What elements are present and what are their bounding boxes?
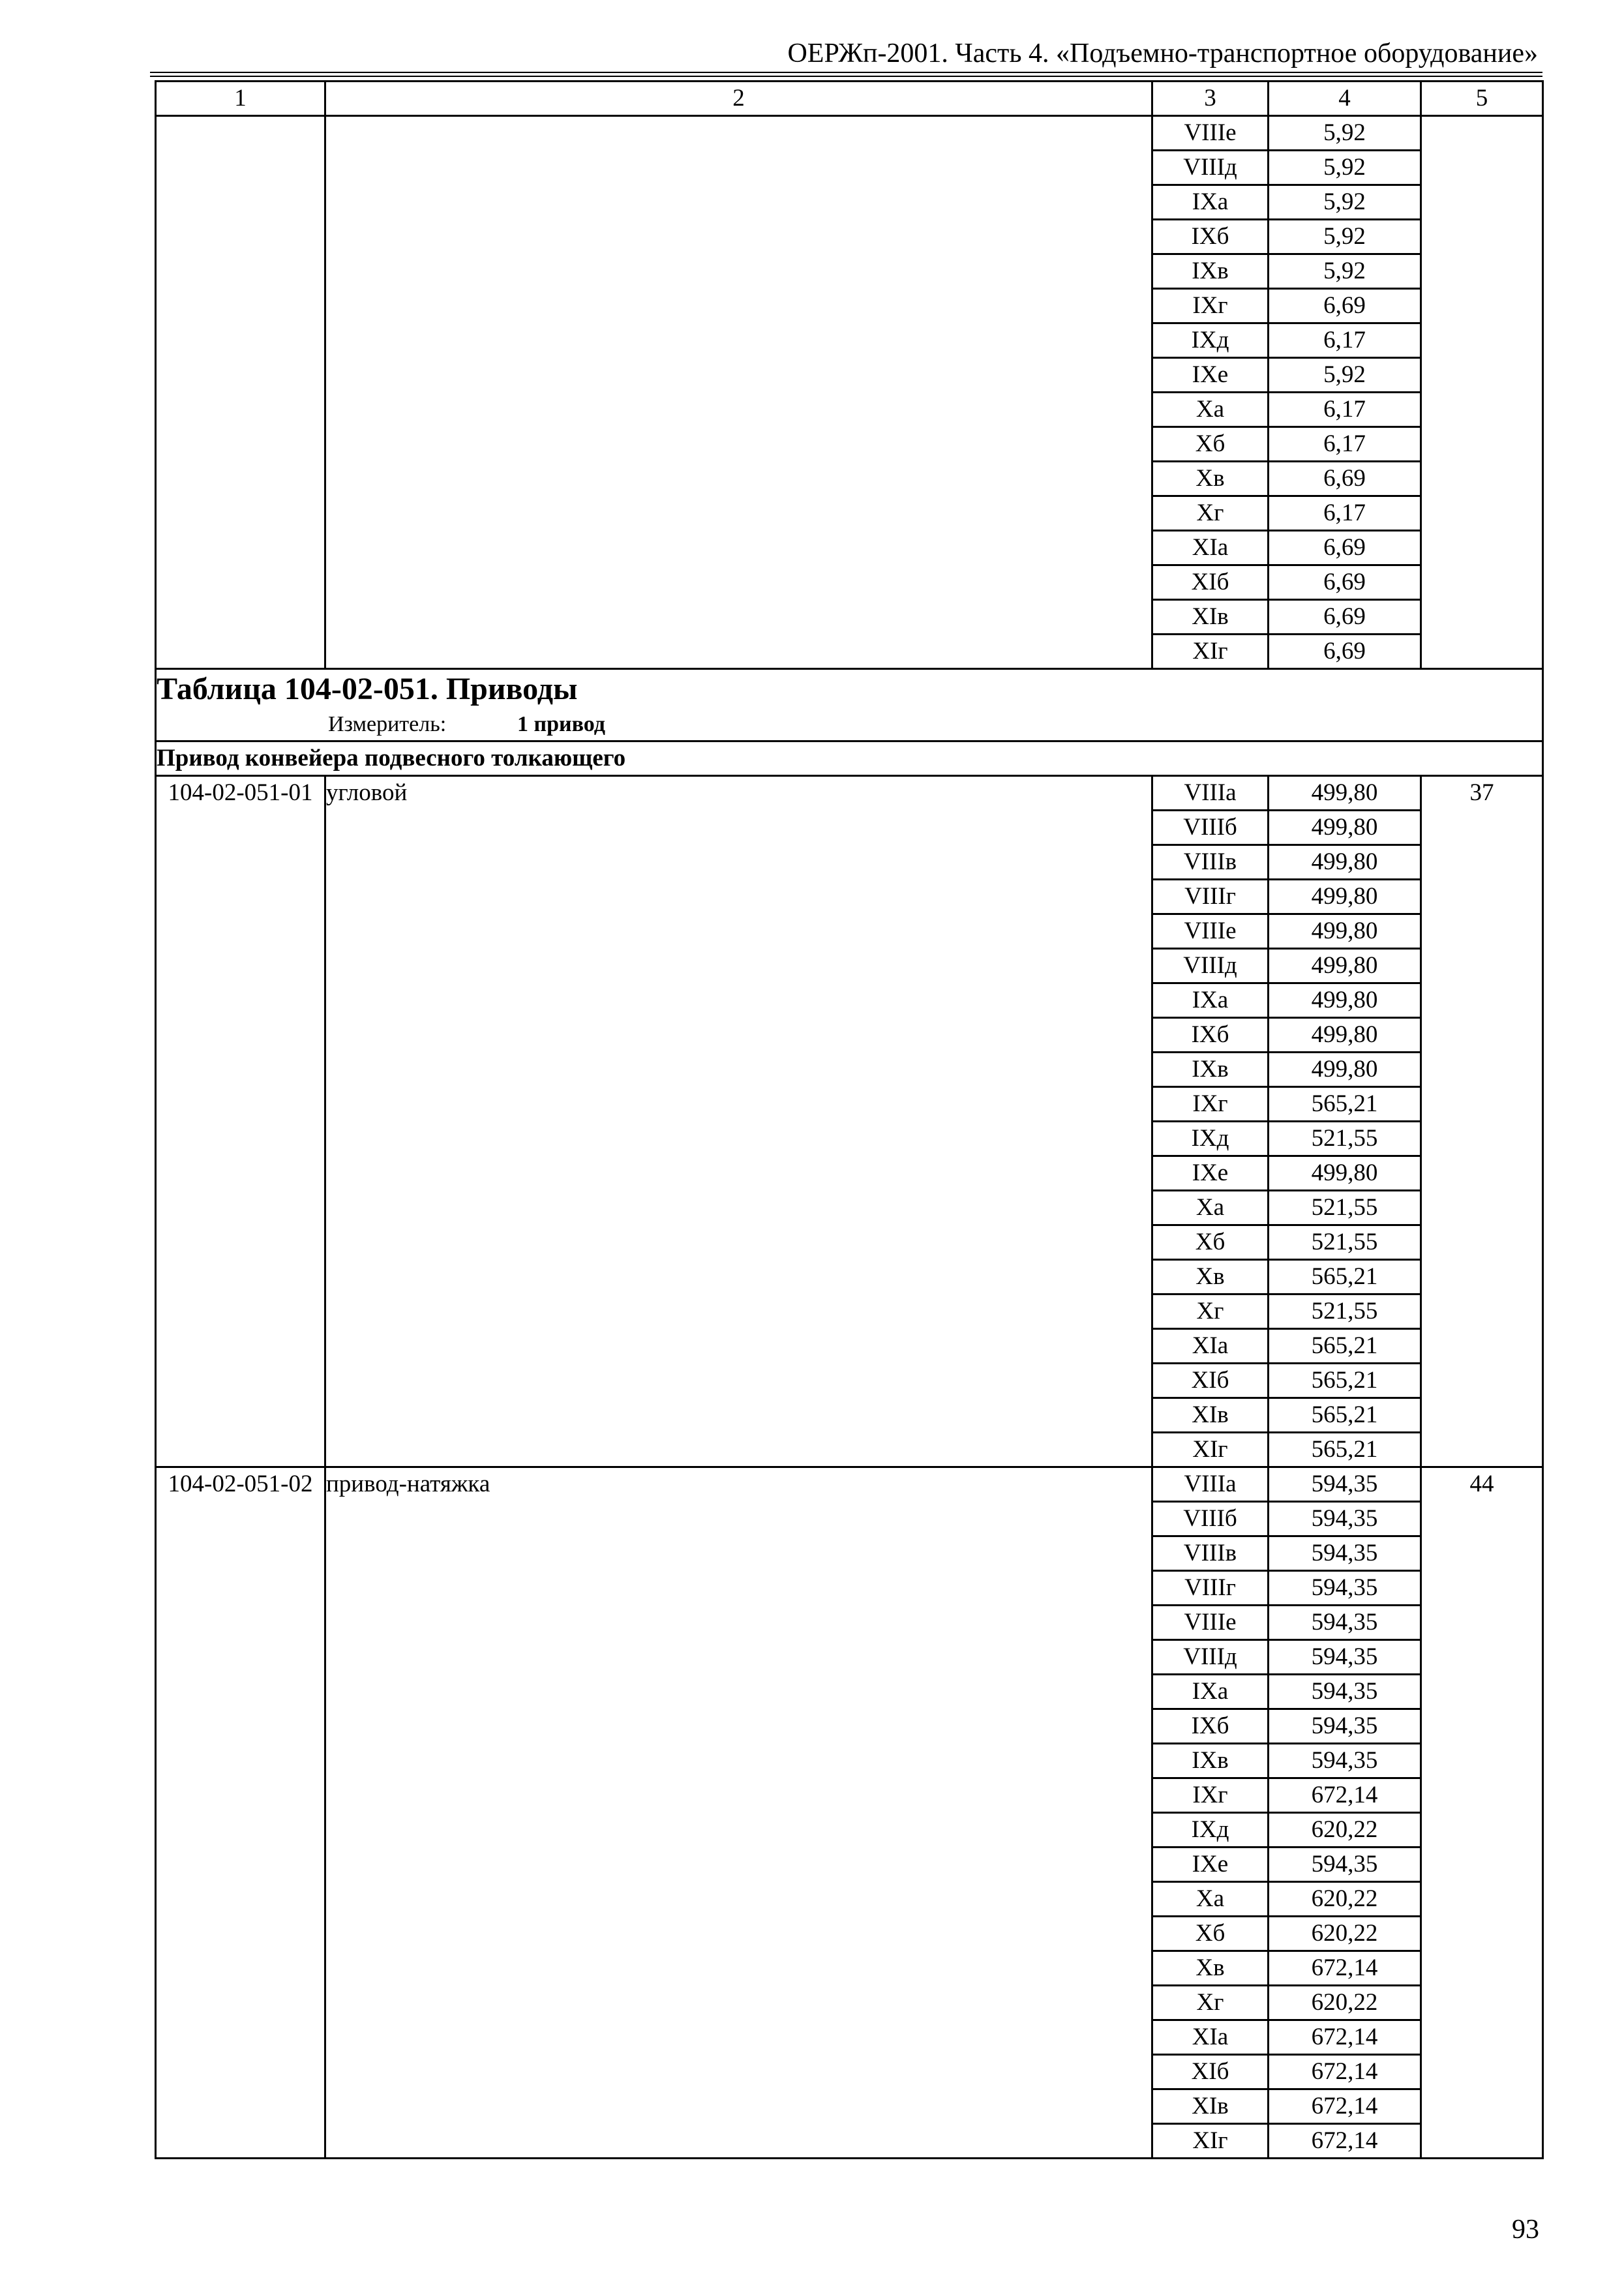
value-cell: 6,17 bbox=[1269, 323, 1421, 358]
region-cell: IXe bbox=[1152, 1156, 1269, 1191]
column-number-row bbox=[156, 82, 1543, 116]
value-cell: 6,69 bbox=[1269, 289, 1421, 323]
region-cell: Xв bbox=[1152, 462, 1269, 496]
value-cell: 521,55 bbox=[1269, 1191, 1421, 1225]
value-cell: 594,35 bbox=[1269, 1848, 1421, 1882]
region-cell: IXб bbox=[1152, 220, 1269, 254]
value-cell: 672,14 bbox=[1269, 2020, 1421, 2055]
value-cell: 620,22 bbox=[1269, 1986, 1421, 2020]
region-cell: Xг bbox=[1152, 1986, 1269, 2020]
region-cell: IXб bbox=[1152, 1709, 1269, 1744]
document-header: ОЕРЖп-2001. Часть 4. «Подъемно-транспортное оборудование» bbox=[787, 38, 1538, 68]
value-cell: 672,14 bbox=[1269, 1951, 1421, 1986]
value-cell: 499,80 bbox=[1269, 914, 1421, 949]
value-cell: 594,35 bbox=[1269, 1502, 1421, 1536]
region-cell: VIIIг bbox=[1152, 880, 1269, 914]
item-name: привод-натяжка bbox=[325, 1467, 1152, 2159]
value-cell: 594,35 bbox=[1269, 1571, 1421, 1606]
region-cell: Xг bbox=[1152, 1294, 1269, 1329]
value-cell: 565,21 bbox=[1269, 1260, 1421, 1294]
region-cell: IXг bbox=[1152, 1087, 1269, 1122]
value-cell: 5,92 bbox=[1269, 185, 1421, 220]
region-cell: XIг bbox=[1152, 2124, 1269, 2159]
region-cell: Xг bbox=[1152, 496, 1269, 531]
value-cell: 672,14 bbox=[1269, 2055, 1421, 2089]
region-cell: IXe bbox=[1152, 358, 1269, 393]
table-row bbox=[156, 116, 1543, 151]
section-title: Привод конвейера подвесного толкающего bbox=[156, 741, 1543, 776]
value-cell: 594,35 bbox=[1269, 1744, 1421, 1778]
region-cell: XIб bbox=[1152, 565, 1269, 600]
region-cell: IXб bbox=[1152, 1018, 1269, 1053]
region-cell: VIIIг bbox=[1152, 1571, 1269, 1606]
column-number: 5 bbox=[1421, 82, 1543, 116]
value-cell: 521,55 bbox=[1269, 1294, 1421, 1329]
table-row bbox=[156, 1467, 1543, 1502]
value-cell: 594,35 bbox=[1269, 1467, 1421, 1502]
region-cell: IXe bbox=[1152, 1848, 1269, 1882]
value-cell: 6,69 bbox=[1269, 600, 1421, 635]
code-cell bbox=[156, 116, 325, 669]
header-rule-double bbox=[150, 76, 1542, 77]
item-mass: 37 bbox=[1421, 776, 1543, 1467]
region-cell: VIIIe bbox=[1152, 914, 1269, 949]
region-cell: Xa bbox=[1152, 1882, 1269, 1917]
region-cell: Xa bbox=[1152, 1191, 1269, 1225]
region-cell: VIIIб bbox=[1152, 1502, 1269, 1536]
value-cell: 521,55 bbox=[1269, 1122, 1421, 1156]
price-table-body bbox=[156, 82, 1543, 2159]
value-cell: 6,69 bbox=[1269, 635, 1421, 669]
value-cell: 672,14 bbox=[1269, 2124, 1421, 2159]
column-number: 4 bbox=[1269, 82, 1421, 116]
value-cell: 5,92 bbox=[1269, 254, 1421, 289]
region-cell: Xa bbox=[1152, 393, 1269, 427]
value-cell: 499,80 bbox=[1269, 776, 1421, 811]
region-cell: VIIIд bbox=[1152, 151, 1269, 185]
value-cell: 565,21 bbox=[1269, 1329, 1421, 1364]
region-cell: IXa bbox=[1152, 983, 1269, 1018]
value-cell: 499,80 bbox=[1269, 811, 1421, 845]
value-cell: 565,21 bbox=[1269, 1398, 1421, 1433]
region-cell: VIIIa bbox=[1152, 776, 1269, 811]
item-code: 104-02-051-02 bbox=[156, 1467, 325, 2159]
region-cell: IXд bbox=[1152, 323, 1269, 358]
region-cell: IXд bbox=[1152, 1813, 1269, 1848]
region-cell: IXв bbox=[1152, 1053, 1269, 1087]
value-cell: 499,80 bbox=[1269, 1156, 1421, 1191]
value-cell: 499,80 bbox=[1269, 1018, 1421, 1053]
value-cell: 594,35 bbox=[1269, 1536, 1421, 1571]
measure-value: 1 привод bbox=[517, 712, 605, 736]
region-cell: XIa bbox=[1152, 531, 1269, 565]
value-cell: 499,80 bbox=[1269, 845, 1421, 880]
table-row bbox=[156, 776, 1543, 811]
value-cell: 521,55 bbox=[1269, 1225, 1421, 1260]
value-cell: 499,80 bbox=[1269, 880, 1421, 914]
value-cell: 499,80 bbox=[1269, 1053, 1421, 1087]
value-cell: 5,92 bbox=[1269, 116, 1421, 151]
item-code: 104-02-051-01 bbox=[156, 776, 325, 1467]
table-title-cell bbox=[156, 669, 1543, 741]
region-cell: IXв bbox=[1152, 1744, 1269, 1778]
region-cell: VIIIв bbox=[1152, 1536, 1269, 1571]
value-cell: 594,35 bbox=[1269, 1606, 1421, 1640]
value-cell: 594,35 bbox=[1269, 1709, 1421, 1744]
value-cell: 6,17 bbox=[1269, 427, 1421, 462]
region-cell: XIб bbox=[1152, 1364, 1269, 1398]
region-cell: XIб bbox=[1152, 2055, 1269, 2089]
value-cell: 6,69 bbox=[1269, 565, 1421, 600]
region-cell: VIIIд bbox=[1152, 949, 1269, 983]
region-cell: XIa bbox=[1152, 2020, 1269, 2055]
measure-line bbox=[157, 709, 1542, 740]
price-table bbox=[155, 80, 1544, 2159]
header-rule bbox=[150, 72, 1542, 73]
region-cell: IXв bbox=[1152, 254, 1269, 289]
region-cell: Xв bbox=[1152, 1260, 1269, 1294]
region-cell: VIIIд bbox=[1152, 1640, 1269, 1675]
value-cell: 6,17 bbox=[1269, 393, 1421, 427]
region-cell: VIIIe bbox=[1152, 116, 1269, 151]
value-cell: 565,21 bbox=[1269, 1364, 1421, 1398]
value-cell: 672,14 bbox=[1269, 1778, 1421, 1813]
value-cell: 594,35 bbox=[1269, 1675, 1421, 1709]
region-cell: IXг bbox=[1152, 289, 1269, 323]
table-title: Таблица 104-02-051. Приводы bbox=[157, 672, 578, 706]
value-cell: 594,35 bbox=[1269, 1640, 1421, 1675]
column-number: 2 bbox=[325, 82, 1152, 116]
value-cell: 5,92 bbox=[1269, 358, 1421, 393]
mass-cell bbox=[1421, 116, 1543, 669]
region-cell: IXд bbox=[1152, 1122, 1269, 1156]
table-title-row bbox=[156, 669, 1543, 741]
region-cell: IXa bbox=[1152, 1675, 1269, 1709]
region-cell: VIIIa bbox=[1152, 1467, 1269, 1502]
value-cell: 6,17 bbox=[1269, 496, 1421, 531]
region-cell: IXг bbox=[1152, 1778, 1269, 1813]
item-name: угловой bbox=[325, 776, 1152, 1467]
value-cell: 620,22 bbox=[1269, 1813, 1421, 1848]
value-cell: 5,92 bbox=[1269, 220, 1421, 254]
region-cell: Xб bbox=[1152, 1917, 1269, 1951]
value-cell: 5,92 bbox=[1269, 151, 1421, 185]
region-cell: Xв bbox=[1152, 1951, 1269, 1986]
measure-label: Измеритель: bbox=[328, 712, 447, 736]
region-cell: Xб bbox=[1152, 427, 1269, 462]
value-cell: 565,21 bbox=[1269, 1433, 1421, 1467]
region-cell: Xб bbox=[1152, 1225, 1269, 1260]
region-cell: XIв bbox=[1152, 1398, 1269, 1433]
value-cell: 672,14 bbox=[1269, 2089, 1421, 2124]
column-number: 1 bbox=[156, 82, 325, 116]
value-cell: 620,22 bbox=[1269, 1882, 1421, 1917]
region-cell: XIa bbox=[1152, 1329, 1269, 1364]
value-cell: 6,69 bbox=[1269, 531, 1421, 565]
item-mass: 44 bbox=[1421, 1467, 1543, 2159]
region-cell: VIIIб bbox=[1152, 811, 1269, 845]
region-cell: VIIIв bbox=[1152, 845, 1269, 880]
region-cell: VIIIe bbox=[1152, 1606, 1269, 1640]
page-number: 93 bbox=[1512, 2215, 1539, 2245]
region-cell: IXa bbox=[1152, 185, 1269, 220]
region-cell: XIв bbox=[1152, 2089, 1269, 2124]
region-cell: XIг bbox=[1152, 635, 1269, 669]
name-cell bbox=[325, 116, 1152, 669]
section-row bbox=[156, 741, 1543, 776]
column-number: 3 bbox=[1152, 82, 1269, 116]
value-cell: 499,80 bbox=[1269, 983, 1421, 1018]
value-cell: 565,21 bbox=[1269, 1087, 1421, 1122]
value-cell: 620,22 bbox=[1269, 1917, 1421, 1951]
value-cell: 499,80 bbox=[1269, 949, 1421, 983]
region-cell: XIг bbox=[1152, 1433, 1269, 1467]
region-cell: XIв bbox=[1152, 600, 1269, 635]
value-cell: 6,69 bbox=[1269, 462, 1421, 496]
